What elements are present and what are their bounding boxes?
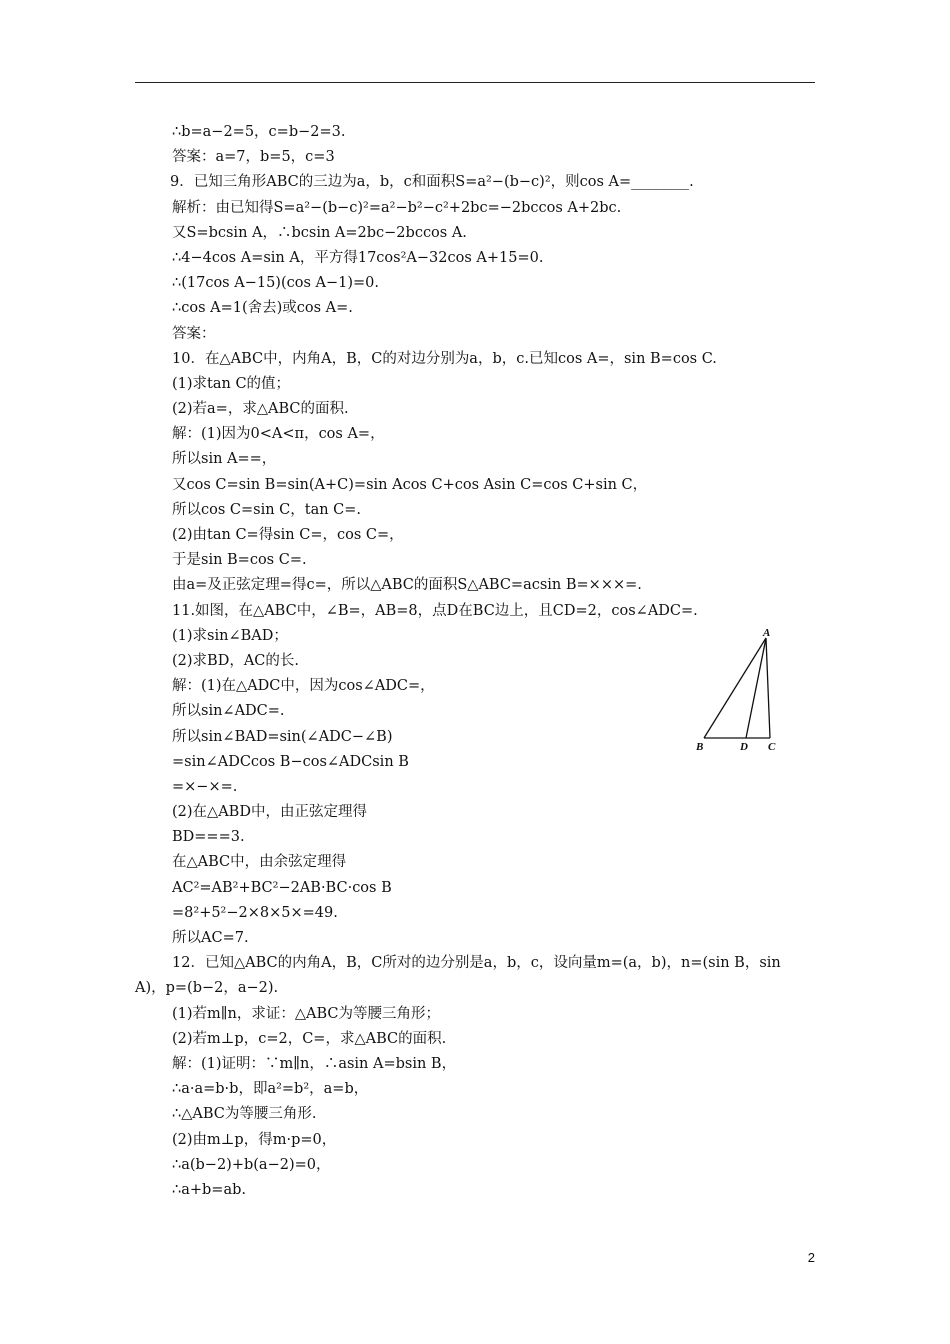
text-line: 解：(1)在△ADC中，因为cos∠ADC=， — [172, 678, 435, 695]
text-line: 所以cos C=sin C，tan C=. — [172, 501, 362, 518]
header-rule — [135, 82, 815, 83]
text-line: (2)在△ABD中，由正弦定理得 — [172, 804, 367, 821]
text-line: 于是sin B=cos C=. — [172, 552, 307, 569]
side-ab — [704, 638, 766, 738]
text-line: 所以sin∠ADC=. — [172, 703, 285, 720]
text-line: =sin∠ADCcos B−cos∠ADCsin B — [172, 753, 409, 770]
text-line: 又cos C=sin B=sin(A+C)=sin Acos C+cos Asin C=cos C+sin C， — [172, 476, 648, 493]
text-line: 在△ABC中，由余弦定理得 — [172, 854, 347, 871]
triangle-figure — [690, 626, 790, 756]
text-line: 所以sin A==， — [172, 451, 277, 468]
text-line: (1)若m∥n，求证：△ABC为等腰三角形； — [172, 1005, 440, 1022]
text-line: ∴b=a−2=5，c=b−2=3. — [172, 124, 346, 140]
text-line: (2)由tan C=得sin C=，cos C=， — [172, 527, 404, 543]
text-line: A)，p=(b−2，a−2). — [135, 980, 279, 997]
text-line: 所以sin∠BAD=sin(∠ADC−∠B) — [172, 728, 393, 745]
problem-10-statement: 10．在△ABC中，内角A，B，C的对边分别为a，b，c.已知cos A=，sin B=cos C. — [172, 350, 717, 367]
problem-11-statement: 11.如图，在△ABC中，∠B=，AB=8，点D在BC边上，且CD=2，cos∠ADC=. — [172, 602, 698, 619]
text-line: ∴cos A=1(舍去)或cos A=. — [172, 300, 353, 317]
problem-12-statement: 12．已知△ABC的内角A，B，C所对的边分别是a，b，c，设向量m=(a，b)，n=(sin B，sin — [172, 955, 781, 972]
text-line: ∴△ABC为等腰三角形. — [172, 1106, 317, 1123]
text-line: BD===3. — [172, 829, 245, 846]
text-line: ∴4−4cos A=sin A，平方得17cos²A−32cos A+15=0. — [172, 249, 544, 266]
text-line: 答案：a=7，b=5，c=3 — [172, 149, 335, 166]
vertex-label-c: C — [768, 741, 776, 753]
text-line: (1)求tan C的值； — [172, 375, 291, 392]
text-line: ∴a(b−2)+b(a−2)=0， — [172, 1156, 331, 1173]
page-number: 2 — [807, 1250, 815, 1265]
text-line: 解析：由已知得S=a²−(b−c)²=a²−b²−c²+2bc=−2bccos A+2bc. — [172, 199, 622, 216]
text-line: 答案： — [172, 325, 216, 342]
text-line: 由a=及正弦定理=得c=，所以△ABC的面积S△ABC=acsin B=×××=. — [172, 577, 642, 594]
vertex-label-a: A — [763, 627, 771, 639]
text-line: =8²+5²−2×8×5×=49. — [172, 904, 338, 921]
text-line: ∴a·a=b·b，即a²=b²，a=b， — [172, 1081, 369, 1098]
text-line: (1)求sin∠BAD； — [172, 627, 288, 644]
text-line: ∴a+b=ab. — [172, 1181, 246, 1198]
side-ac — [766, 638, 770, 738]
text-line: ∴(17cos A−15)(cos A−1)=0. — [172, 275, 380, 292]
text-line: 又S=bcsin A，∴bcsin A=2bc−2bccos A. — [172, 224, 467, 241]
text-line: (2)若m⊥p，c=2，C=，求△ABC的面积. — [172, 1030, 447, 1047]
vertex-label-b: B — [696, 741, 704, 753]
text-line: =×−×=. — [172, 778, 238, 795]
text-line: (2)求BD，AC的长. — [172, 652, 299, 669]
text-line: (2)由m⊥p，得m·p=0， — [172, 1131, 337, 1148]
text-line: AC²=AB²+BC²−2AB·BC·cos B — [172, 879, 392, 896]
vertex-label-d: D — [740, 741, 748, 753]
problem-9-statement: 9．已知三角形ABC的三边为a，b，c和面积S=a²−(b−c)²，则cos A=________. — [170, 174, 694, 191]
text-line: (2)若a=，求△ABC的面积. — [172, 401, 349, 418]
text-line: 解：(1)证明：∵m∥n，∴asin A=bsin B， — [172, 1055, 457, 1072]
text-line: 解：(1)因为0<A<π，cos A=， — [172, 426, 385, 443]
text-line: 所以AC=7. — [172, 930, 249, 946]
